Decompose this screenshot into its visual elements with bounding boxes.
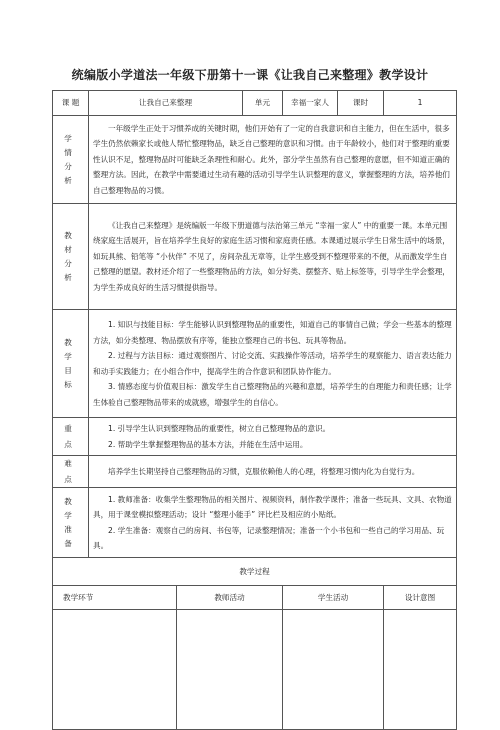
material-analysis-text [89, 204, 457, 310]
goal-item-3: 3. 情感态度与价值观目标：激发学生自己整理物品的兴趣和意愿，培养学生的自理能力和责任感；让学生体验自己整理物品带来的成就感，增强学生的自信心。 [93, 382, 452, 407]
unit-value: 幸福一家人 [283, 91, 338, 116]
goals-row [53, 310, 457, 418]
process-heading: 教学过程 [53, 558, 457, 586]
difficulty-text [89, 456, 457, 488]
learning-label-line1: 学 情 [64, 133, 77, 157]
col-stage: 教学环节 [53, 586, 177, 610]
key-point-1: 1. 引导学生认识到整理物品的重要性，树立自己整理物品的意识。 [108, 424, 331, 433]
difficulty-label: 难 点 [53, 456, 89, 488]
topic-row [53, 91, 457, 116]
learning-analysis-text [89, 116, 457, 204]
process-body-row [53, 610, 457, 730]
col-teacher-activity: 教师活动 [177, 586, 283, 610]
preparation-row [53, 488, 457, 558]
document-title: 统编版小学道法一年级下册第十一课《让我自己来整理》教学设计 [71, 68, 429, 82]
goals-label [53, 310, 89, 418]
learning-paragraph: 一年级学生正处于习惯养成的关键时期，他们开始有了一定的自我意识和自主能力，但在生活中，很多学生仍然依赖家长或他人帮忙整理物品，缺乏自己整理的意识和习惯。由于年龄较小，他们对于整理的重要性认识不足，整理物品时可能缺乏条理性和耐心。此外，部分学生虽然有自己整理的意愿，但不知道正确的整理方法。因此，在教学中需要通过生动有趣的活动引导学生认识整理的意义，掌握整理的方法，培养他们自己整理物品的习惯。 [93, 123, 450, 195]
key-points-row [53, 418, 457, 456]
prep-label-line2: 准 备 [64, 524, 77, 548]
goal-item-2: 2. 过程与方法目标：通过观察图片、讨论交流、实践操作等活动，培养学生的观察能力、语言表达能力和动手实践能力；在小组合作中，提高学生的合作意识和团队协作能力。 [93, 351, 452, 376]
lesson-plan-table [52, 90, 457, 730]
material-label-line1: 教 材 [64, 230, 77, 254]
goals-label-line1: 教 学 [64, 337, 77, 361]
key-points-text [89, 418, 457, 456]
material-label-line2: 分 析 [64, 258, 77, 282]
learning-label-line2: 分 析 [64, 161, 77, 185]
process-heading-row [53, 558, 457, 586]
unit-label: 单元 [243, 91, 283, 116]
learning-analysis-row [53, 116, 457, 204]
col-student-activity: 学生活动 [283, 586, 384, 610]
hours-value: 1 [384, 91, 457, 116]
process-cell-stage [53, 610, 177, 730]
preparation-label [53, 488, 89, 558]
process-cell-student [283, 610, 384, 730]
prep-label-line1: 教 学 [64, 496, 77, 520]
learning-analysis-label [53, 116, 89, 204]
goals-label-line2: 目 标 [64, 365, 77, 389]
goals-text [89, 310, 457, 418]
key-point-2: 2. 帮助学生掌握整理物品的基本方法，并能在生活中运用。 [108, 439, 308, 449]
difficulty-row [53, 456, 457, 488]
col-design-intent: 设计意图 [384, 586, 457, 610]
hours-label: 课时 [338, 91, 384, 116]
key-points-label: 重 点 [53, 418, 89, 456]
process-cell-intent [384, 610, 457, 730]
goal-item-1: 1. 知识与技能目标：学生能够认识到整理物品的重要性，知道自己的事情自己做；学会一些基本的整理方法，如分类整理、物品摆放有序等，能独立整理自己的书包、玩具等物品。 [93, 320, 452, 345]
process-cell-teacher [177, 610, 283, 730]
prep-item-2: 2. 学生准备：观察自己的房间、书包等，记录整理情况；准备一个小书包和一些自己的学习用品、玩具。 [93, 525, 445, 550]
process-columns-row [53, 586, 457, 610]
material-analysis-row [53, 204, 457, 310]
topic-label: 课 题 [53, 91, 89, 116]
preparation-text [89, 488, 457, 558]
material-paragraph: 《让我自己来整理》是统编版一年级下册道德与法治第三单元 “幸福一家人” 中的重要一课。本单元围绕家庭生活展开，旨在培养学生良好的家庭生活习惯和家庭责任感。本课通过展示学生日常生活中的场景，如玩具熊、铅笔等 “小伙伴” 不见了，房间杂乱无章等，让学生感受到不整理带来的不便，从而激发学生自己整理的愿望。教材还介绍了一些整理物品的方法，如分好类、摆整齐、贴上标签等，引导学生学会整理，为学生养成良好的生活习惯提供指导。 [93, 220, 450, 292]
topic-value: 让我自己来整理 [89, 91, 243, 116]
difficulty-paragraph: 培养学生长期坚持自己整理物品的习惯，克服依赖他人的心理，将整理习惯内化为自觉行为。 [108, 466, 420, 476]
prep-item-1: 1. 教师准备：收集学生整理物品的相关图片、视频资料，制作教学课件；准备一些玩具、文具、衣物道具，用于课堂模拟整理活动；设计 “整理小能手” 评比栏及相应的小贴纸。 [93, 494, 452, 519]
material-analysis-label [53, 204, 89, 310]
